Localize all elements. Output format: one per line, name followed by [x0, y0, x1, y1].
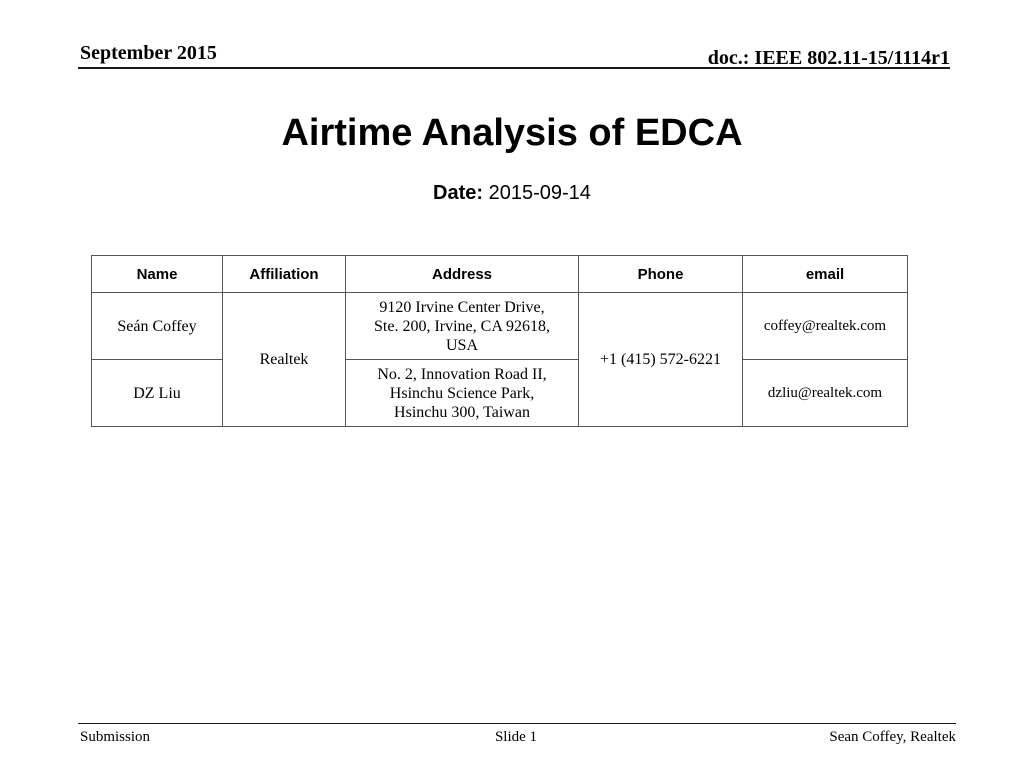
address-line: Ste. 200, Irvine, CA 92618, [374, 317, 550, 335]
address-line: Hsinchu 300, Taiwan [394, 403, 530, 421]
author-address [346, 293, 579, 360]
column-header-phone: Phone [579, 256, 743, 293]
date-value: 2015-09-14 [488, 182, 591, 204]
author-email: coffey@realtek.com [743, 293, 908, 360]
address-line: Hsinchu Science Park, [389, 384, 535, 402]
column-header-affiliation: Affiliation [223, 256, 346, 293]
author-name: Seán Coffey [92, 293, 223, 360]
column-header-name: Name [92, 256, 223, 293]
author-affiliation: Realtek [223, 293, 346, 427]
table-header-row [92, 256, 908, 293]
author-name: DZ Liu [92, 360, 223, 427]
footer-divider [78, 723, 956, 724]
author-address [346, 360, 579, 427]
footer-slide-number: Slide 1 [494, 729, 538, 745]
table-row [92, 360, 908, 427]
address-line: USA [445, 336, 478, 354]
table-row [92, 293, 908, 360]
author-phone: +1 (415) 572-6221 [579, 293, 743, 427]
header-doc-number: doc.: IEEE 802.11-15/1114r1 [707, 47, 950, 69]
slide-title: Airtime Analysis of EDCA [281, 112, 743, 154]
date-label: Date: [433, 182, 484, 204]
footer-author: Sean Coffey, Realtek [829, 729, 956, 745]
author-email: dzliu@realtek.com [743, 360, 908, 427]
column-header-email: email [743, 256, 908, 293]
authors-table [91, 255, 908, 427]
address-line: 9120 Irvine Center Drive, [379, 298, 545, 316]
header-date: September 2015 [80, 42, 217, 64]
date-line [0, 182, 1024, 205]
column-header-address: Address [346, 256, 579, 293]
header-divider [78, 67, 950, 69]
address-line: No. 2, Innovation Road II, [377, 365, 547, 383]
footer-submission: Submission [80, 729, 151, 745]
